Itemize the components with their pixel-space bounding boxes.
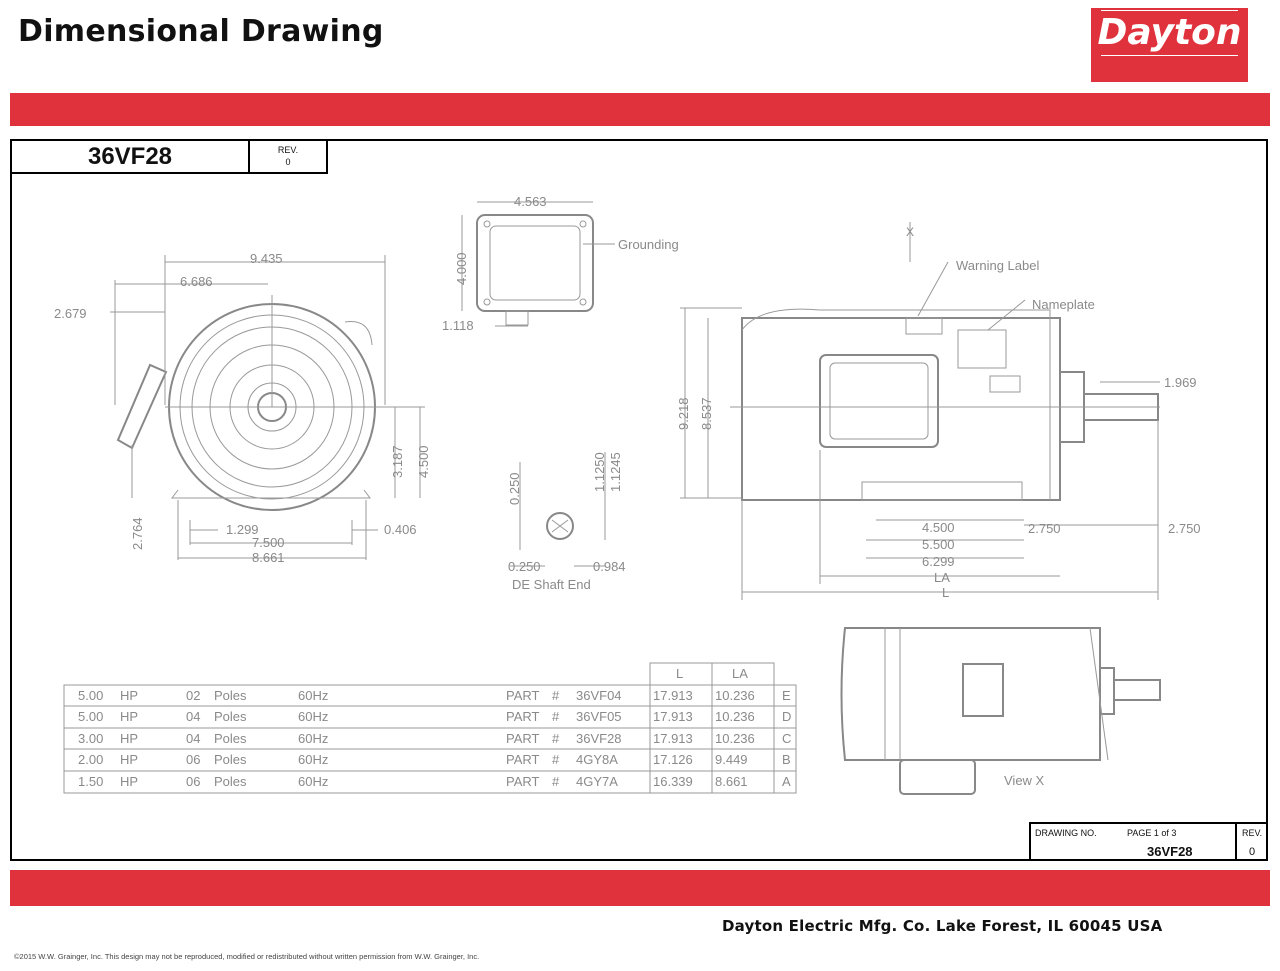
dim-6686: 6.686 bbox=[180, 274, 213, 289]
col-header-LA: LA bbox=[732, 666, 748, 681]
cell-hash: # bbox=[552, 752, 560, 767]
cell-freq: 60Hz bbox=[298, 688, 329, 703]
dim-7500: 7.500 bbox=[252, 535, 285, 550]
table-row-4 bbox=[78, 752, 791, 767]
cell-part-label: PART bbox=[506, 752, 540, 767]
shaft-end-detail bbox=[507, 452, 626, 592]
cell-freq: 60Hz bbox=[298, 709, 329, 724]
cell-poles: 02 bbox=[186, 688, 201, 703]
dim-2750a: 2.750 bbox=[1028, 521, 1061, 536]
cell-code: B bbox=[782, 752, 791, 767]
dim-11250: 1.1250 bbox=[592, 452, 607, 492]
cell-freq: 60Hz bbox=[298, 752, 329, 767]
cell-poles-unit: Poles bbox=[214, 752, 247, 767]
conduit-box-top bbox=[963, 664, 1003, 716]
side-view bbox=[676, 222, 1201, 600]
logo-text: Dayton bbox=[1097, 12, 1242, 53]
page-indicator: PAGE 1 of 3 bbox=[1127, 828, 1177, 838]
cell-hp: 5.00 bbox=[78, 688, 104, 703]
cell-poles-unit: Poles bbox=[214, 774, 247, 789]
cell-hp-unit: HP bbox=[120, 688, 139, 703]
feet-base bbox=[862, 482, 1022, 500]
nameplate-callout: Nameplate bbox=[1032, 297, 1095, 312]
bearing-top bbox=[1100, 668, 1114, 714]
dim-1299: 1.299 bbox=[226, 522, 259, 537]
cell-freq: 60Hz bbox=[298, 774, 329, 789]
front-view bbox=[54, 251, 431, 565]
cell-hp: 3.00 bbox=[78, 731, 104, 746]
cell-poles: 06 bbox=[186, 774, 201, 789]
company-address: Dayton Electric Mfg. Co. Lake Forest, IL 60045 USA bbox=[722, 917, 1163, 935]
conduit-box-outline bbox=[118, 365, 166, 448]
dim-0406: 0.406 bbox=[384, 522, 417, 537]
cell-part-label: PART bbox=[506, 709, 540, 724]
drawing-no-label: DRAWING NO. bbox=[1035, 828, 1097, 838]
view-x-marker: X bbox=[906, 225, 915, 239]
cell-part: 4GY7A bbox=[576, 774, 618, 789]
conduit-box-side bbox=[820, 355, 938, 447]
conduit-hub bbox=[506, 311, 528, 325]
bottom-red-band bbox=[10, 870, 1270, 906]
col-header-L: L bbox=[676, 666, 684, 681]
page-title: Dimensional Drawing bbox=[18, 14, 384, 49]
cell-hp-unit: HP bbox=[120, 774, 139, 789]
foot-top bbox=[900, 760, 975, 794]
dim-4500b: 4.500 bbox=[922, 520, 955, 535]
frame-top bbox=[820, 310, 1050, 500]
cell-freq: 60Hz bbox=[298, 731, 329, 746]
cell-hp-unit: HP bbox=[120, 731, 139, 746]
dim-2750b: 2.750 bbox=[1168, 521, 1201, 536]
lifting-lug bbox=[345, 321, 372, 345]
cell-L: 16.339 bbox=[653, 774, 693, 789]
dim-2679: 2.679 bbox=[54, 306, 87, 321]
dim-3187: 3.187 bbox=[390, 445, 405, 478]
junction-box-view bbox=[442, 194, 679, 333]
dim-11245: 1.1245 bbox=[608, 452, 623, 492]
cell-part-label: PART bbox=[506, 774, 540, 789]
dim-4000: 4.000 bbox=[454, 252, 469, 285]
warning-leader bbox=[918, 262, 948, 316]
rev-label: REV. bbox=[277, 145, 299, 155]
dim-8537: 8.537 bbox=[699, 397, 714, 430]
cell-hp: 1.50 bbox=[78, 774, 104, 789]
warning-label-callout: Warning Label bbox=[956, 258, 1040, 273]
cell-poles-unit: Poles bbox=[214, 731, 247, 746]
dim-5500: 5.500 bbox=[922, 537, 955, 552]
cell-hp: 2.00 bbox=[78, 752, 104, 767]
table-rows bbox=[78, 688, 791, 789]
cell-hash: # bbox=[552, 688, 560, 703]
cell-part: 4GY8A bbox=[576, 752, 618, 767]
dim-LA: LA bbox=[934, 570, 950, 585]
cell-poles: 04 bbox=[186, 709, 201, 724]
cell-poles-unit: Poles bbox=[214, 688, 247, 703]
shaft-top bbox=[1114, 680, 1160, 700]
copyright-notice: ©2015 W.W. Grainger, Inc. This design may not be reproduced, modified or redistributed without written permission from W.W. Grainger, Inc. bbox=[14, 952, 480, 961]
dim-0250: 0.250 bbox=[508, 559, 541, 574]
table-row-2 bbox=[78, 709, 791, 724]
nameplate-plate bbox=[958, 330, 1006, 368]
cell-L: 17.913 bbox=[653, 709, 693, 724]
cell-L: 17.913 bbox=[653, 731, 693, 746]
conduit-box-outline bbox=[477, 215, 593, 311]
dim-1969: 1.969 bbox=[1164, 375, 1197, 390]
cell-code: A bbox=[782, 774, 791, 789]
motor-body-top bbox=[842, 628, 1101, 760]
fan-cover bbox=[742, 309, 820, 330]
cell-hp-unit: HP bbox=[120, 752, 139, 767]
dim-9218: 9.218 bbox=[676, 397, 691, 430]
cell-code: E bbox=[782, 688, 791, 703]
dim-0984: 0.984 bbox=[593, 559, 626, 574]
grounding-label: Grounding bbox=[618, 237, 679, 252]
table-row-5 bbox=[78, 774, 791, 789]
motor-body-outline bbox=[742, 318, 1060, 500]
cell-L: 17.126 bbox=[653, 752, 693, 767]
table-row-3 bbox=[78, 731, 791, 746]
conduit-box-inner bbox=[490, 226, 580, 300]
cell-LA: 10.236 bbox=[715, 709, 755, 724]
tb-rev-value: 0 bbox=[1249, 846, 1256, 858]
cell-LA: 8.661 bbox=[715, 774, 748, 789]
cell-poles: 06 bbox=[186, 752, 201, 767]
table-row-1 bbox=[78, 688, 791, 703]
dim-4500: 4.500 bbox=[416, 445, 431, 478]
cell-LA: 10.236 bbox=[715, 688, 755, 703]
nameplate-leader bbox=[988, 300, 1025, 330]
rev-value: 0 bbox=[285, 157, 291, 167]
view-x bbox=[842, 628, 1161, 794]
view-x-label: View X bbox=[1004, 773, 1045, 788]
drawing-number: 36VF28 bbox=[1147, 844, 1193, 859]
cell-LA: 10.236 bbox=[715, 731, 755, 746]
cell-L: 17.913 bbox=[653, 688, 693, 703]
cell-hp: 5.00 bbox=[78, 709, 104, 724]
cell-part: 36VF04 bbox=[576, 688, 622, 703]
dim-2764: 2.764 bbox=[130, 517, 145, 550]
warning-label-plate bbox=[906, 318, 942, 334]
shaft-end-label: DE Shaft End bbox=[512, 577, 591, 592]
part-number-box: 36VF28 bbox=[10, 139, 250, 174]
cell-part: 36VF28 bbox=[576, 731, 622, 746]
dim-1118: 1.118 bbox=[442, 318, 474, 333]
title-block bbox=[1029, 822, 1268, 861]
tb-rev-label: REV. bbox=[1242, 828, 1263, 838]
cell-hash: # bbox=[552, 774, 560, 789]
dim-9435: 9.435 bbox=[250, 251, 283, 266]
cell-code: D bbox=[782, 709, 792, 724]
cell-code: C bbox=[782, 731, 792, 746]
cell-part-label: PART bbox=[506, 688, 540, 703]
cell-hash: # bbox=[552, 709, 560, 724]
dim-6299: 6.299 bbox=[922, 554, 955, 569]
cell-hash: # bbox=[552, 731, 560, 746]
title-block-divider bbox=[1235, 824, 1237, 861]
dim-4563: 4.563 bbox=[514, 194, 547, 209]
dim-8661: 8.661 bbox=[252, 550, 285, 565]
foot-outline bbox=[172, 490, 370, 498]
dim-L: L bbox=[942, 585, 950, 600]
cell-poles: 04 bbox=[186, 731, 201, 746]
dim-shaft-key: 0.250 bbox=[507, 472, 522, 505]
cell-LA: 9.449 bbox=[715, 752, 748, 767]
cell-poles-unit: Poles bbox=[214, 709, 247, 724]
cell-part-label: PART bbox=[506, 731, 540, 746]
cell-hp-unit: HP bbox=[120, 709, 139, 724]
cell-part: 36VF05 bbox=[576, 709, 622, 724]
